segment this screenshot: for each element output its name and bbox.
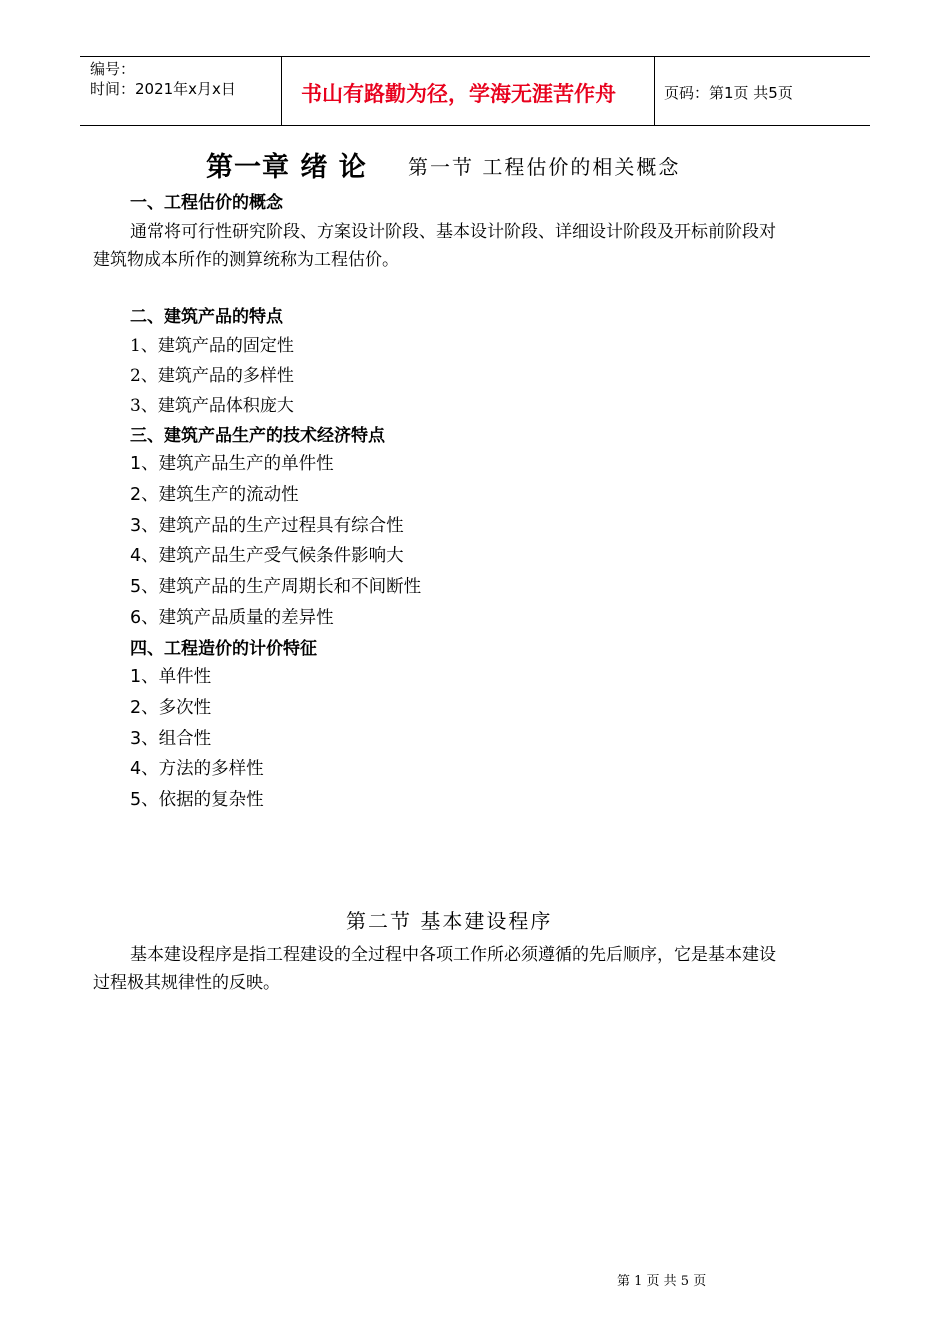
part1-paragraph-line2: 建筑物成本所作的测算统称为工程估价。 [93,250,399,270]
header-date-label: 时间：2021年x月x日 [90,80,236,98]
list-item: 2、建筑生产的流动性 [130,485,299,505]
list-item: 5、依据的复杂性 [130,790,264,810]
list-item: 6、建筑产品质量的差异性 [130,608,334,628]
header-divider-right [654,57,655,125]
list-item: 2、多次性 [130,698,212,718]
section2-paragraph-line1: 基本建设程序是指工程建设的全过程中各项工作所必须遵循的先后顺序，它是基本建设 [130,945,776,965]
part3-heading: 三、建筑产品生产的技术经济特点 [130,426,385,446]
part2-heading: 二、建筑产品的特点 [130,307,283,327]
header-page-info: 页码：第1页 共5页 [664,84,793,102]
part1-heading: 一、工程估价的概念 [130,193,283,213]
list-item: 1、建筑产品生产的单件性 [130,454,334,474]
chapter-title: 第一章 绪 论 [206,152,367,183]
header-divider-left [281,57,282,125]
list-item: 2、建筑产品的多样性 [130,366,294,386]
header-motto: 书山有路勤为径，学海无涯苦作舟 [301,82,616,106]
list-item: 1、建筑产品的固定性 [130,336,294,356]
section2-paragraph-line2: 过程极其规律性的反映。 [93,973,280,993]
section2-title: 第二节 基本建设程序 [346,909,553,933]
list-item: 3、建筑产品的生产过程具有综合性 [130,516,404,536]
list-item: 4、建筑产品生产受气候条件影响大 [130,546,404,566]
list-item: 4、方法的多样性 [130,759,264,779]
section1-title: 第一节 工程估价的相关概念 [408,155,681,179]
part4-heading: 四、工程造价的计价特征 [130,639,317,659]
header-number-label: 编号： [90,60,136,78]
list-item: 5、建筑产品的生产周期长和不间断性 [130,577,422,597]
part1-paragraph-line1: 通常将可行性研究阶段、方案设计阶段、基本设计阶段、详细设计阶段及开标前阶段对 [130,222,776,242]
footer-page-number: 第 1 页 共 5 页 [617,1274,707,1289]
list-item: 1、单件性 [130,667,212,687]
list-item: 3、建筑产品体积庞大 [130,396,294,416]
list-item: 3、组合性 [130,729,212,749]
